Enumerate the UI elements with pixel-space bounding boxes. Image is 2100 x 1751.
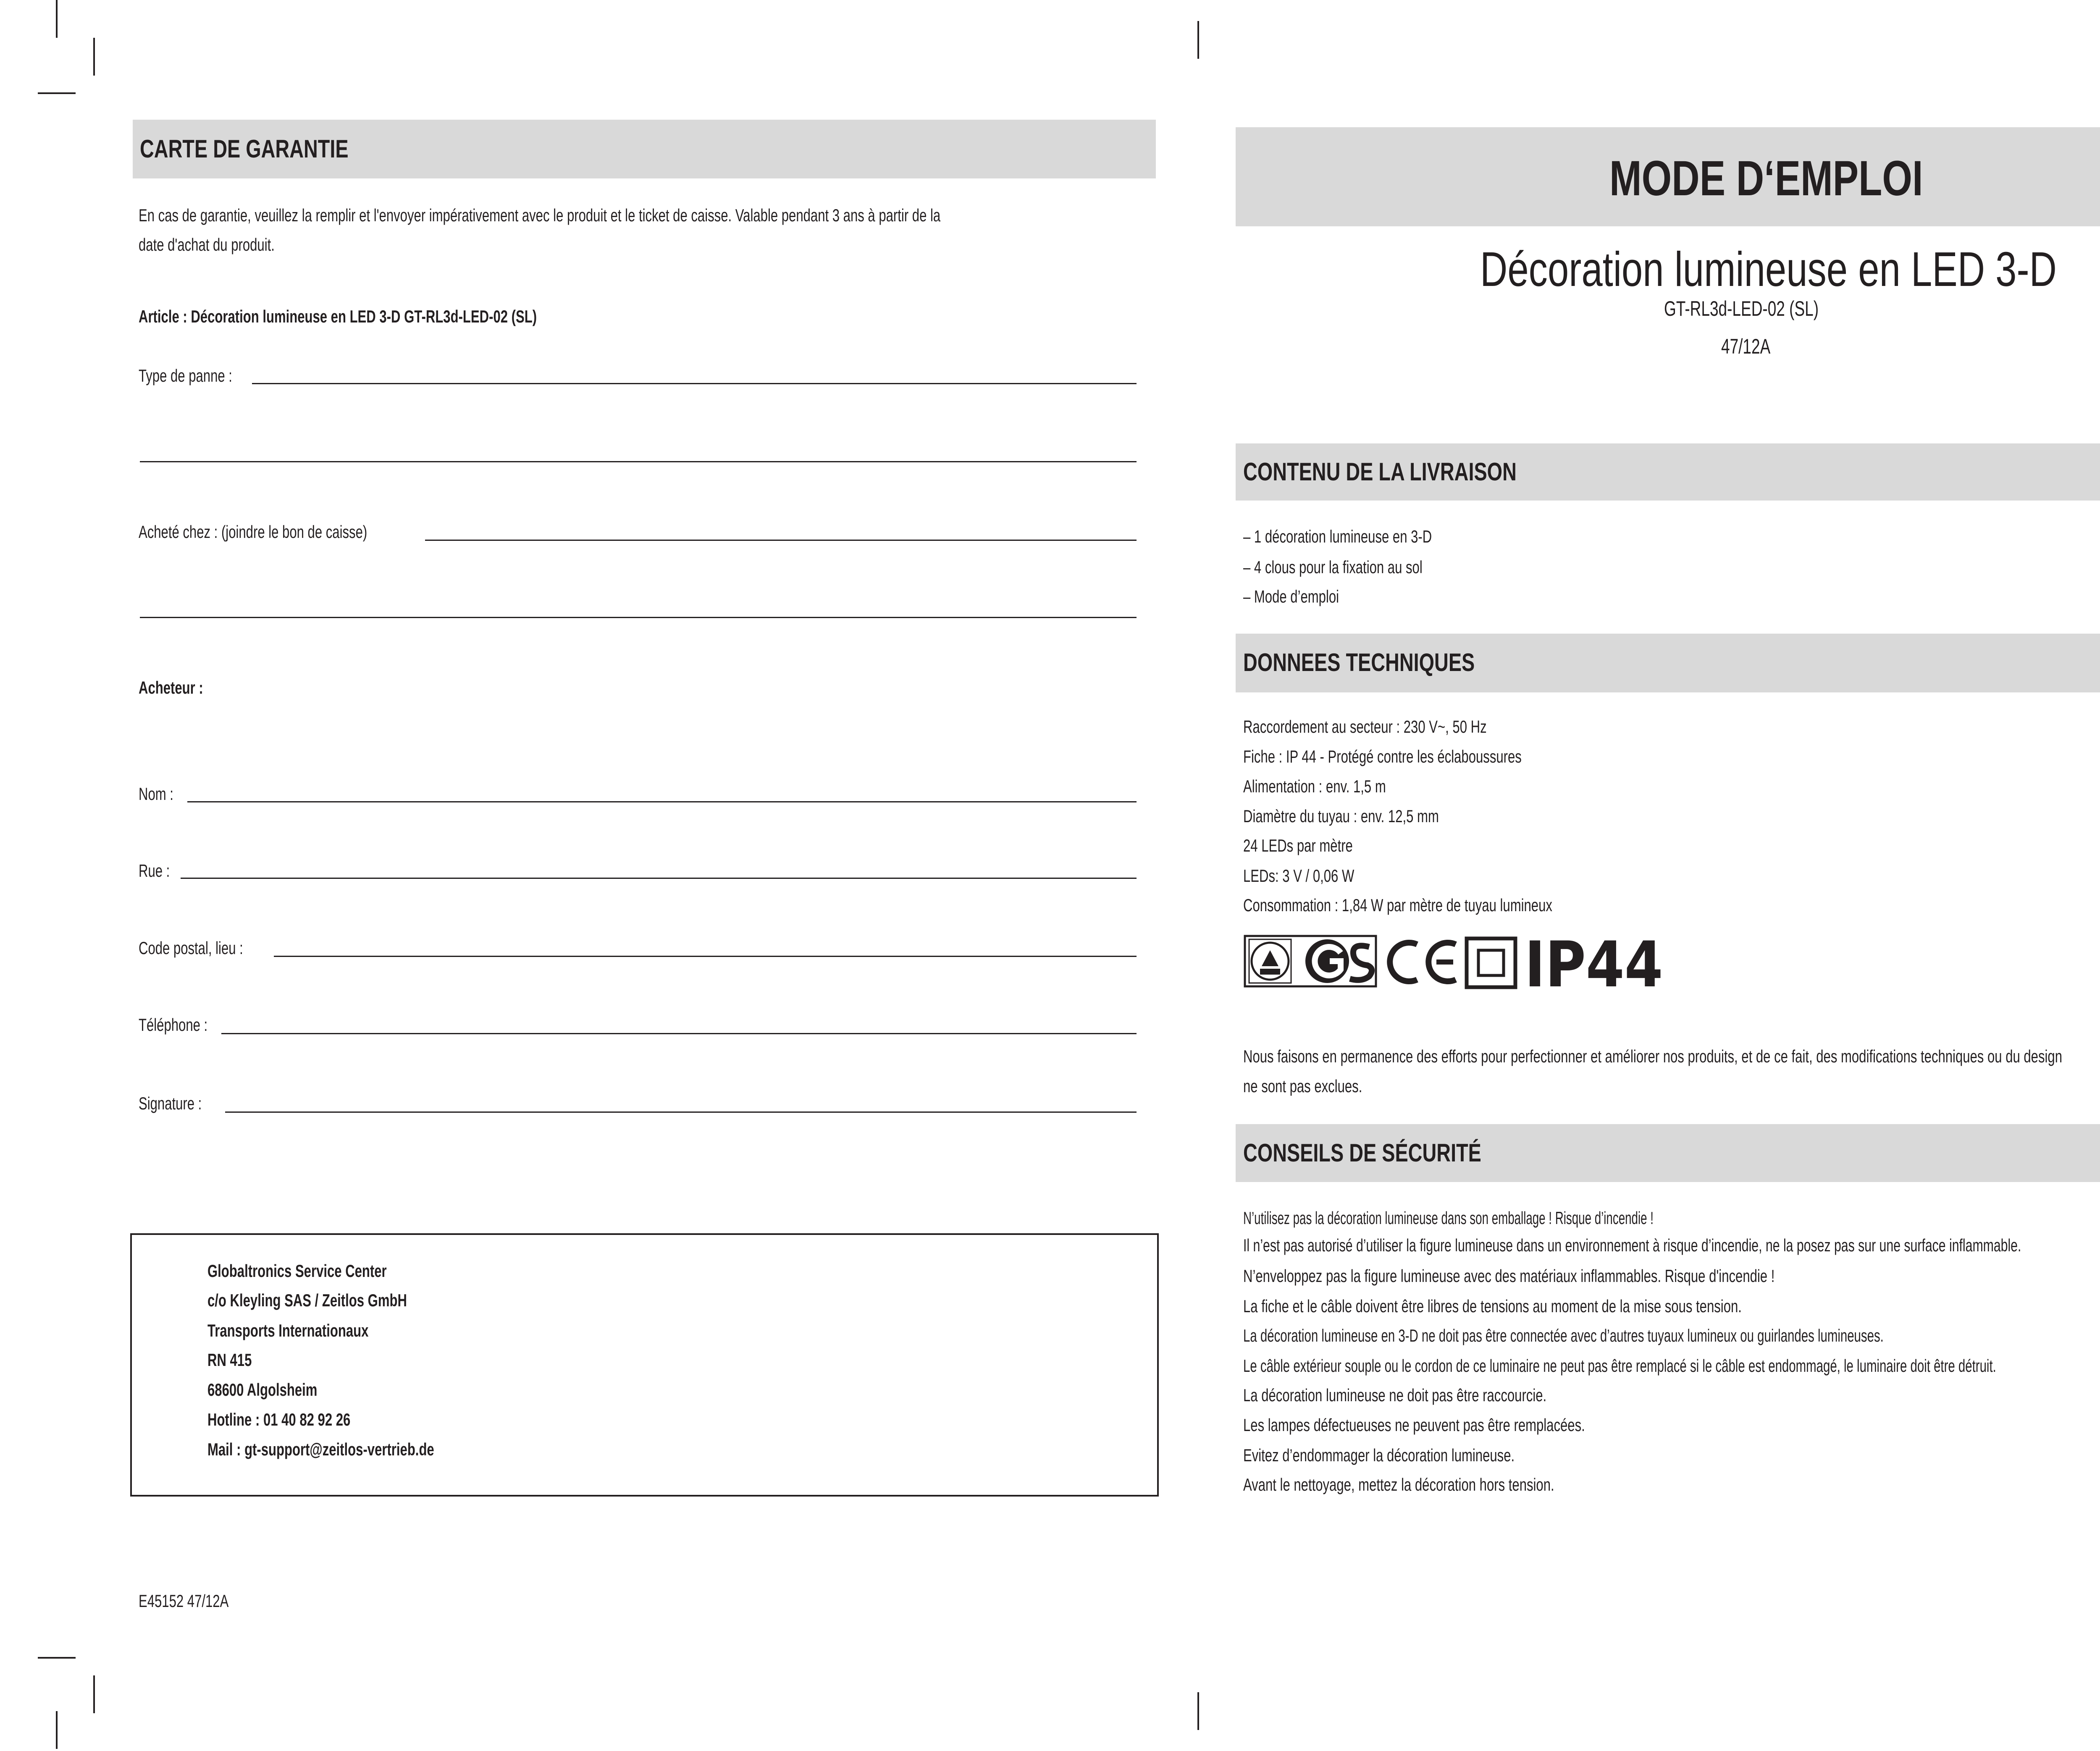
tech-spec: Consommation : 1,84 W par mètre de tuyau lumineux — [1243, 895, 1552, 915]
design-notice-line1: Nous faisons en permanence des efforts pour perfectionner et améliorer nos produits, et de ce fait, des modifications techniques ou du design — [1243, 1046, 2062, 1066]
design-notice-line2: ne sont pas exclues. — [1243, 1076, 1362, 1096]
safety-item: La décoration lumineuse ne doit pas être raccourcie. — [1243, 1385, 1547, 1405]
type-panne-label: Type de panne : — [139, 366, 232, 385]
crop-mark — [56, 1711, 58, 1749]
product-model: GT-RL3d-LED-02 (SL) — [1664, 297, 1819, 320]
safety-item: Il n’est pas autorisé d’utiliser la figure lumineuse dans un environnement à risque d’incendie, ne la posez pas sur une surface inflammable. — [1243, 1235, 2021, 1255]
tuv-gs-icon — [1243, 930, 1378, 993]
achete-chez-label: Acheté chez : (joindre le bon de caisse) — [139, 522, 368, 542]
article-line: Article : Décoration lumineuse en LED 3-D GT-RL3d-LED-02 (SL) — [139, 307, 537, 326]
warranty-intro-line1: En cas de garantie, veuillez la remplir et l'envoyer impérativement avec le produit et le ticket de caisse. Valable pendant 3 ans à partir de la — [139, 205, 941, 225]
nom-field[interactable] — [187, 801, 1137, 802]
tech-title: DONNEES TECHNIQUES — [1243, 648, 1475, 676]
contents-item: – 4 clous pour la fixation au sol — [1243, 557, 1423, 577]
safety-item: N’enveloppez pas la figure lumineuse avec des matériaux inflammables. Risque d'incendie ! — [1243, 1266, 1775, 1286]
service-line4: RN 415 — [207, 1350, 252, 1370]
crop-mark — [38, 92, 76, 94]
code-postal-label: Code postal, lieu : — [139, 938, 243, 958]
warranty-title: CARTE DE GARANTIE — [140, 135, 349, 163]
tech-spec: Alimentation : env. 1,5 m — [1243, 776, 1386, 796]
rue-label: Rue : — [139, 861, 170, 881]
tech-spec: Diamètre du tuyau : env. 12,5 mm — [1243, 806, 1439, 826]
telephone-label: Téléphone : — [139, 1015, 208, 1035]
safety-item: Le câble extérieur souple ou le cordon de ce luminaire ne peut pas être remplacé si le câble est endommagé, le luminaire doit être détruit. — [1243, 1356, 1996, 1376]
service-line5: 68600 Algolsheim — [207, 1380, 318, 1400]
crop-mark — [38, 1657, 76, 1659]
service-line1: Globaltronics Service Center — [207, 1261, 387, 1281]
main-title: MODE D‘EMPLOI — [1609, 151, 1923, 206]
code-postal-field[interactable] — [274, 956, 1137, 957]
crop-mark — [1197, 1692, 1199, 1730]
safety-item: N’utilisez pas la décoration lumineuse dans son emballage ! Risque d’incendie ! — [1243, 1208, 1654, 1228]
type-panne-field-line2[interactable] — [140, 461, 1137, 462]
contents-item: – 1 décoration lumineuse en 3-D — [1243, 527, 1432, 546]
service-line3: Transports Internationaux — [207, 1321, 369, 1340]
nom-label: Nom : — [139, 784, 173, 804]
footer-code: E45152 47/12A — [139, 1591, 229, 1611]
crop-mark — [93, 1675, 95, 1713]
warranty-intro-line2: date d'achat du produit. — [139, 235, 275, 254]
ip44-mark: IP44 — [1525, 928, 1663, 1001]
crop-mark — [56, 0, 58, 38]
safety-item: La décoration lumineuse en 3-D ne doit pas être connectée avec d’autres tuyaux lumineux ou guirlandes lumineuses. — [1243, 1326, 1884, 1345]
service-line2: c/o Kleyling SAS / Zeitlos GmbH — [207, 1290, 407, 1310]
type-panne-field[interactable] — [252, 383, 1137, 384]
signature-field[interactable] — [225, 1111, 1137, 1113]
contents-item: – Mode d’emploi — [1243, 587, 1339, 606]
double-insulation-icon — [1462, 930, 1520, 993]
signature-label: Signature : — [139, 1093, 202, 1113]
tech-spec: Fiche : IP 44 - Protégé contre les éclaboussures — [1243, 747, 1522, 766]
product-title: Décoration lumineuse en LED 3-D — [1480, 242, 2057, 296]
rue-field[interactable] — [181, 878, 1137, 879]
safety-item: Evitez d’endommager la décoration lumineuse. — [1243, 1445, 1515, 1465]
certification-marks — [1243, 928, 1684, 1001]
product-batch: 47/12A — [1721, 335, 1771, 358]
tech-spec: LEDs: 3 V / 0,06 W — [1243, 866, 1354, 886]
tech-spec: 24 LEDs par mètre — [1243, 836, 1353, 855]
safety-title: CONSEILS DE SÉCURITÉ — [1243, 1139, 1481, 1167]
service-hotline: Hotline : 01 40 82 92 26 — [207, 1410, 351, 1429]
achete-chez-field-line2[interactable] — [140, 617, 1137, 618]
ce-mark-icon — [1382, 930, 1466, 993]
telephone-field[interactable] — [221, 1033, 1137, 1034]
safety-item: Avant le nettoyage, mettez la décoration hors tension. — [1243, 1475, 1554, 1494]
tech-spec: Raccordement au secteur : 230 V~, 50 Hz — [1243, 717, 1487, 737]
acheteur-heading: Acheteur : — [139, 678, 203, 697]
contents-title: CONTENU DE LA LIVRAISON — [1243, 458, 1517, 486]
service-mail: Mail : gt-support@zeitlos-vertrieb.de — [207, 1439, 434, 1459]
achete-chez-field[interactable] — [425, 540, 1137, 541]
crop-mark — [1197, 21, 1199, 59]
safety-item: La fiche et le câble doivent être libres de tensions au moment de la mise sous tension. — [1243, 1296, 1742, 1316]
safety-item: Les lampes défectueuses ne peuvent pas être remplacées. — [1243, 1415, 1585, 1435]
crop-mark — [93, 38, 95, 76]
